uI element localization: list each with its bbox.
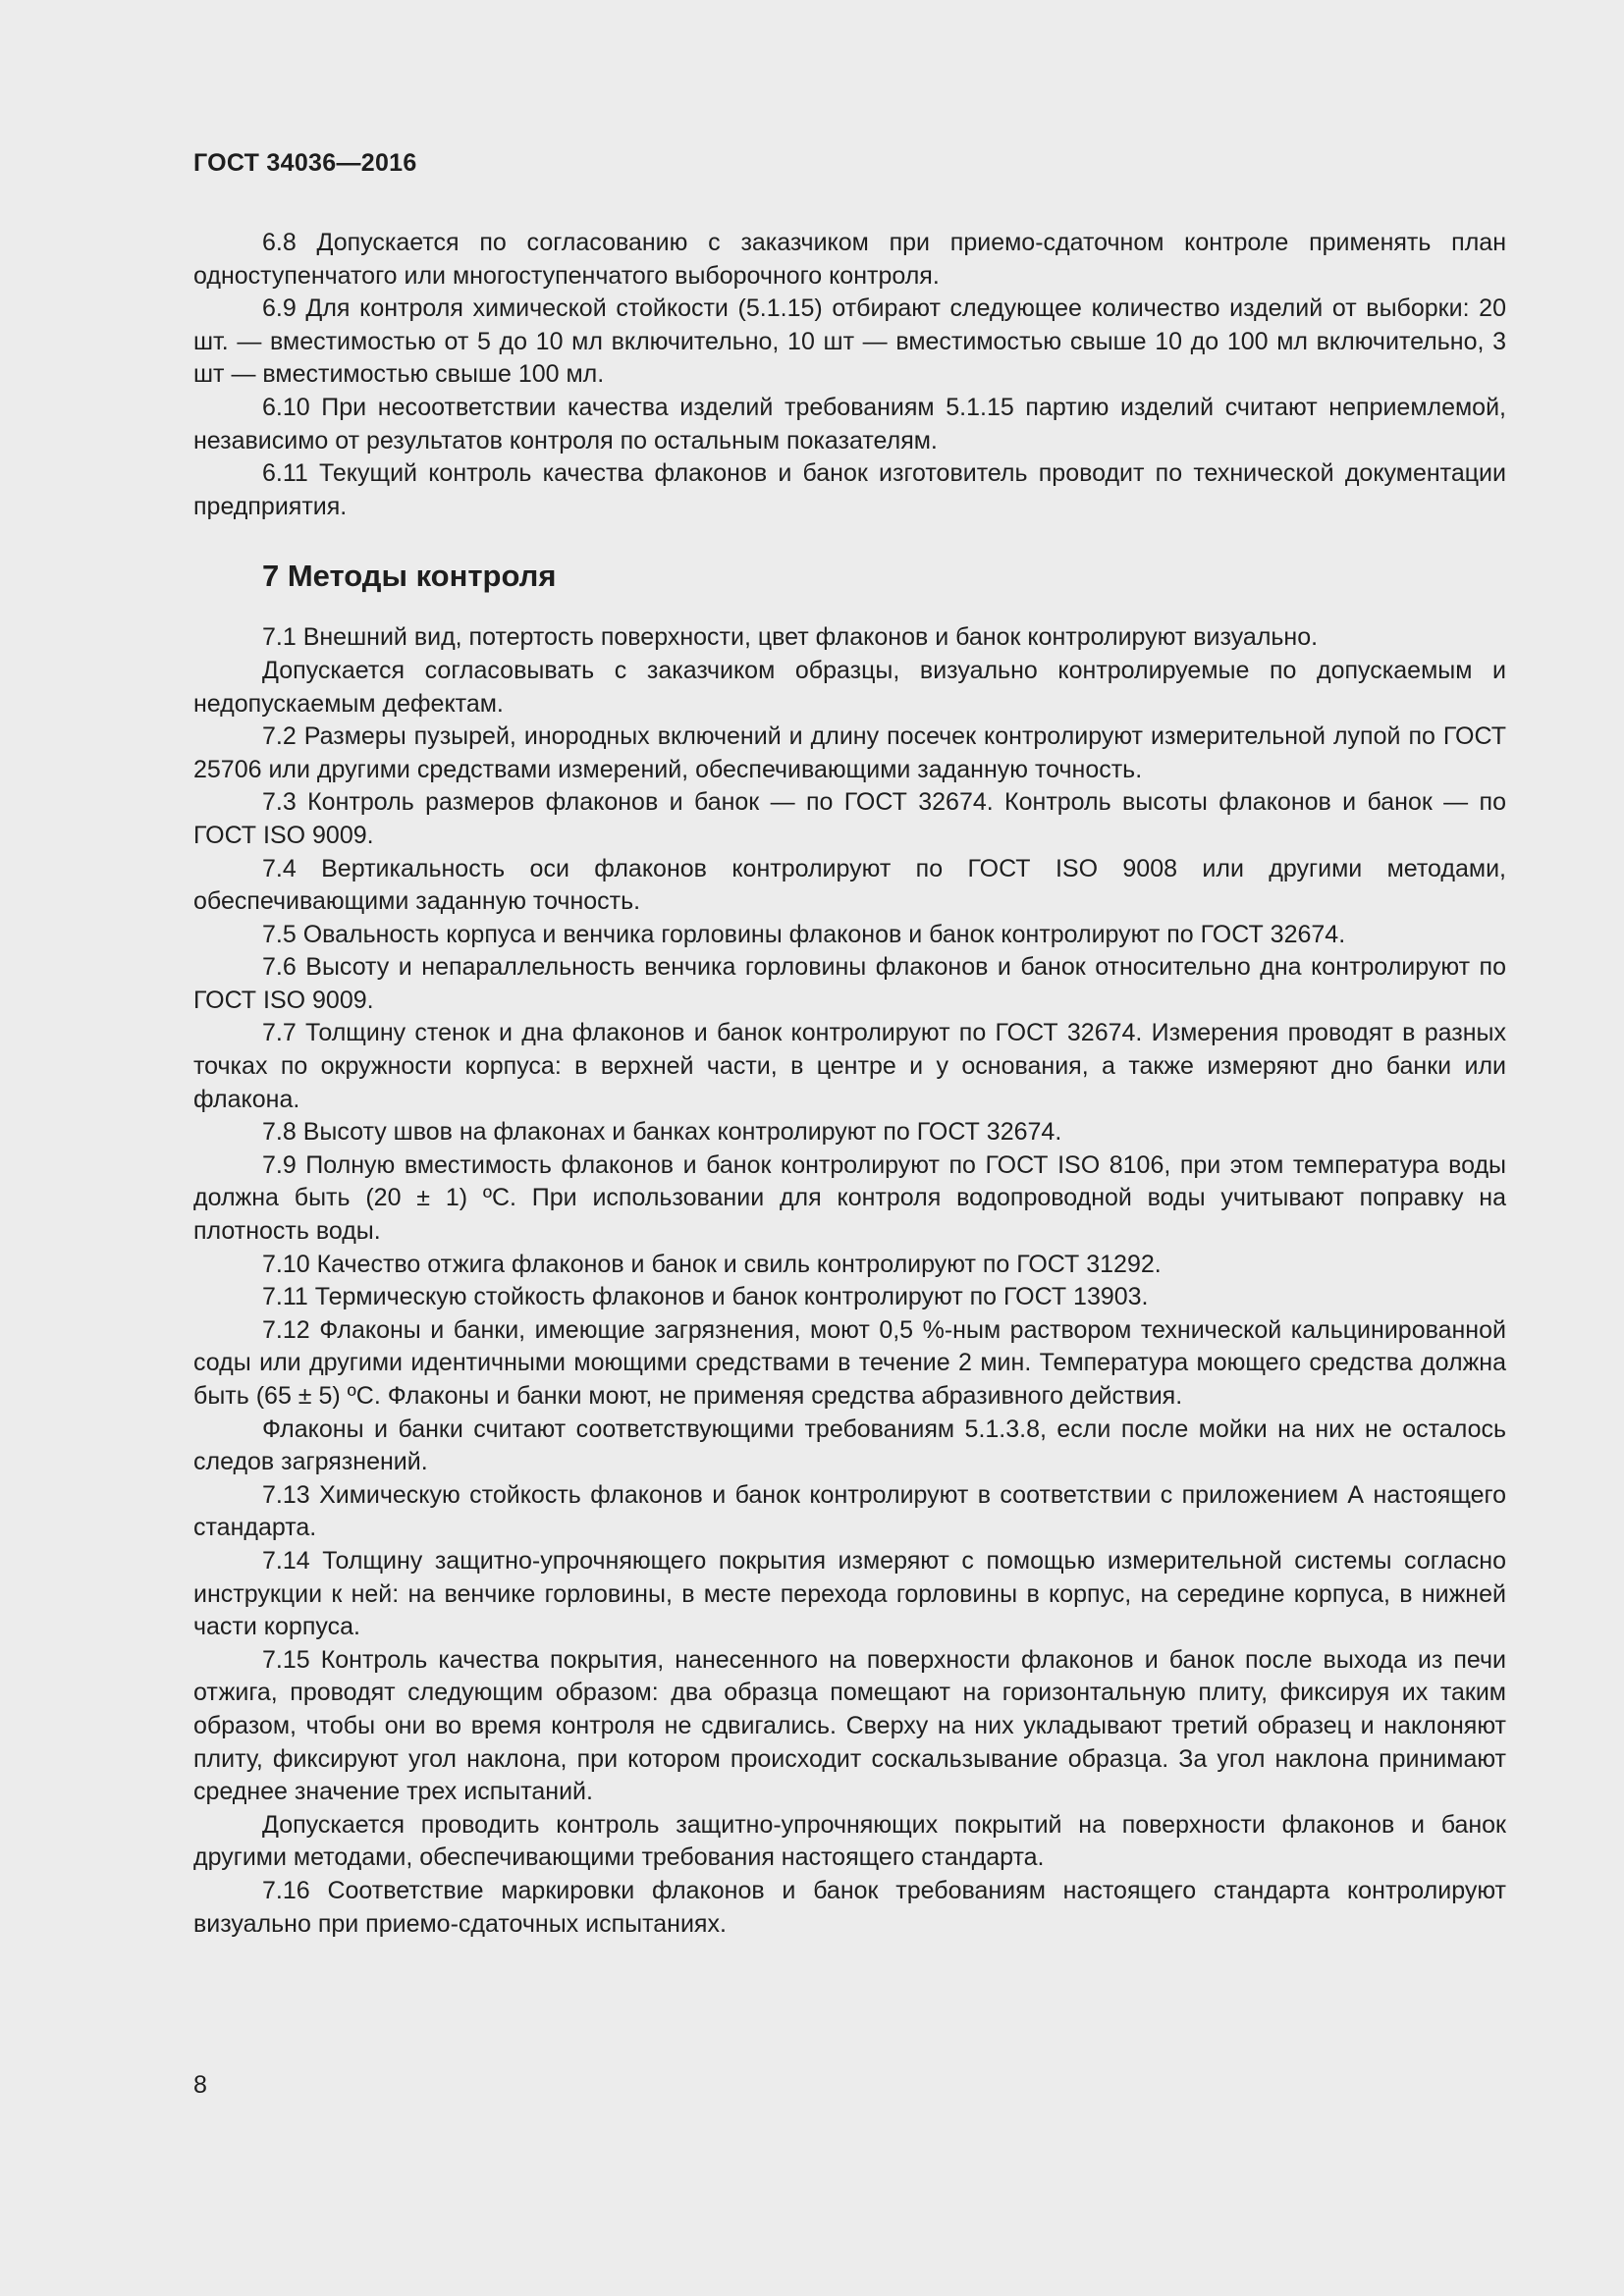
paragraph-7-11: 7.11 Термическую стойкость флаконов и банок контролируют по ГОСТ 13903. [262, 1283, 1149, 1311]
paragraph-7-7: 7.7 Толщину стенок и дна флаконов и банок контролируют по ГОСТ 32674. Измерения проводят в разных точках по окружности корпуса: в верхней части, в центре и у основания, а также измеряют дно банки или флакона. [193, 1019, 1506, 1113]
paragraph-6-11: 6.11 Текущий контроль качества флаконов и банок изготовитель проводит по технической документации предприятия. [193, 459, 1506, 520]
document-header-title: ГОСТ 34036—2016 [193, 149, 417, 177]
paragraph-7-15-note: Допускается проводить контроль защитно-упрочняющих покрытий на поверхности флаконов и банок другими методами, обеспечивающими требования настоящего стандарта. [193, 1810, 1506, 1872]
paragraph-7-1: 7.1 Внешний вид, потертость поверхности, цвет флаконов и банок контролируют визуально. [262, 623, 1319, 652]
paragraph-7-10: 7.10 Качество отжига флаконов и банок и свиль контролируют по ГОСТ 31292. [262, 1250, 1162, 1278]
paragraph-7-12: 7.12 Флаконы и банки, имеющие загрязнения, моют 0,5 %-ным раствором технической кальцинированной соды или другими идентичными моющими средствами в течение 2 мин. Температура моющего средства должна быть (65 ± 5) ºС. Флаконы и банки моют, не применяя средства абразивного действия. [193, 1315, 1506, 1410]
paragraph-7-16: 7.16 Соответствие маркировки флаконов и банок требованиям настоящего стандарта контролируют визуально при приемо-сдаточных испытаниях. [193, 1876, 1506, 1938]
paragraph-7-3: 7.3 Контроль размеров флаконов и банок — по ГОСТ 32674. Контроль высоты флаконов и банок — по ГОСТ ISO 9009. [193, 788, 1506, 849]
paragraph-7-1-note: Допускается согласовывать с заказчиком образцы, визуально контролируемые по допускаемым и недопускаемым дефектам. [193, 656, 1506, 718]
paragraph-6-8: 6.8 Допускается по согласованию с заказчиком при приемо-сдаточном контроле применять план одноступенчатого или многоступенчатого выборочного контроля. [193, 229, 1506, 290]
paragraph-7-13: 7.13 Химическую стойкость флаконов и банок контролируют в соответствии с приложением А настоящего стандарта. [193, 1480, 1506, 1542]
paragraph-7-15: 7.15 Контроль качества покрытия, нанесенного на поверхности флаконов и банок после выхода из печи отжига, проводят следующим образом: два образца помещают на горизонтальную плиту, фиксируя их таким образом, чтобы они во время контроля не сдвигались. Сверху на них укладывают третий образец и наклоняют плиту, фиксируют угол наклона, при котором происходит соскальзывание образца. За угол наклона принимают среднее значение трех испытаний. [193, 1645, 1506, 1806]
paragraph-7-5: 7.5 Овальность корпуса и венчика горловины флаконов и банок контролируют по ГОСТ 32674. [262, 920, 1346, 948]
document-body [193, 227, 1506, 1941]
paragraph-7-9: 7.9 Полную вместимость флаконов и банок контролируют по ГОСТ ISO 8106, при этом температура воды должна быть (20 ± 1) ºС. При использовании для контроля водопроводной воды учитывают поправку на плотность воды. [193, 1150, 1506, 1246]
paragraph-7-2: 7.2 Размеры пузырей, инородных включений и длину посечек контролируют измерительной лупой по ГОСТ 25706 или другими средствами измерений, обеспечивающими заданную точность. [193, 722, 1506, 783]
paragraph-7-14: 7.14 Толщину защитно-упрочняющего покрытия измеряют с помощью измерительной системы согласно инструкции к ней: на венчике горловины, в месте перехода горловины в корпус, на середине корпуса, в нижней части корпуса. [193, 1546, 1506, 1641]
paragraph-7-8: 7.8 Высоту швов на флаконах и банках контролируют по ГОСТ 32674. [262, 1118, 1062, 1147]
paragraph-7-12-note: Флаконы и банки считают соответствующими требованиям 5.1.3.8, если после мойки на них не осталось следов загрязнений. [193, 1415, 1506, 1476]
page-number: 8 [193, 2071, 207, 2099]
section-7-title: 7 Методы контроля [262, 559, 557, 594]
paragraph-7-4: 7.4 Вертикальность оси флаконов контролируют по ГОСТ ISO 9008 или другими методами, обеспечивающими заданную точность. [193, 854, 1506, 916]
paragraph-6-9: 6.9 Для контроля химической стойкости (5.1.15) отбирают следующее количество изделий от выборки: 20 шт. — вместимостью от 5 до 10 мл включительно, 10 шт — вместимостью свыше 10 до 100 мл включительно, 3 шт — вместимостью свыше 100 мл. [193, 294, 1506, 389]
paragraph-7-6: 7.6 Высоту и непараллельность венчика горловины флаконов и банок относительно дна контролируют по ГОСТ ISO 9009. [193, 953, 1506, 1014]
paragraph-6-10: 6.10 При несоответствии качества изделий требованиям 5.1.15 партию изделий считают неприемлемой, независимо от результатов контроля по остальным показателям. [193, 393, 1506, 454]
